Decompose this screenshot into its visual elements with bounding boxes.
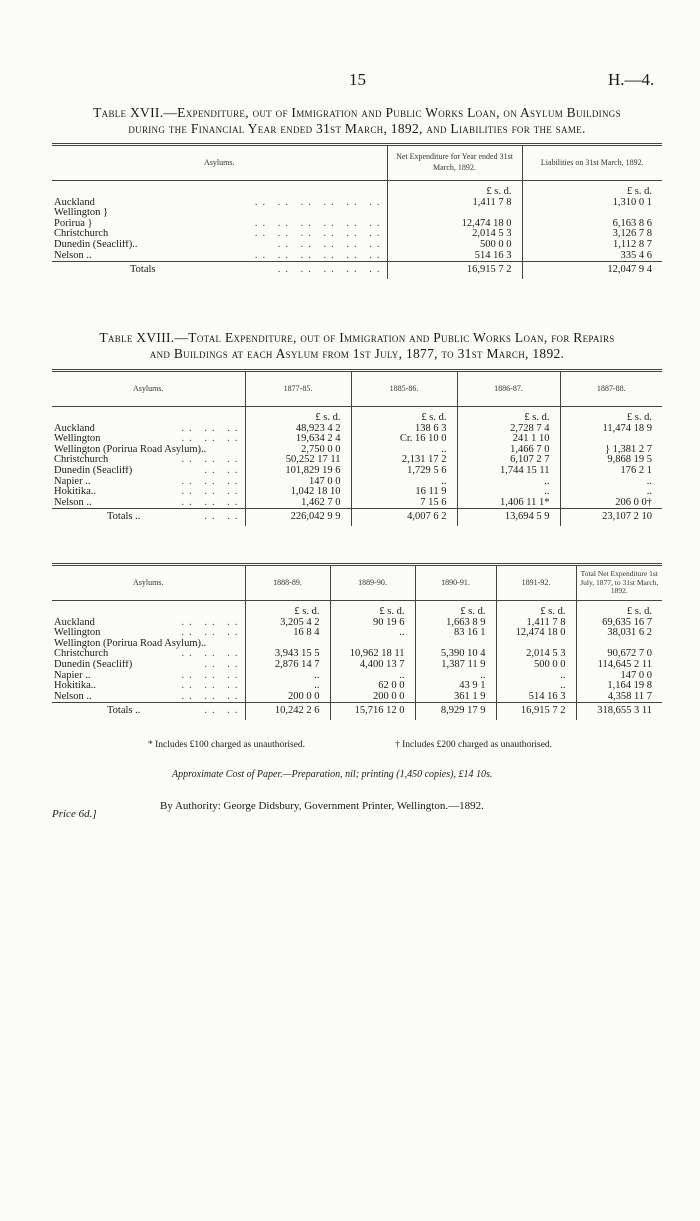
cell: 11,474 18 9 [560,424,662,435]
unit-label: £ s. d. [457,407,560,424]
table-row [52,455,662,466]
leader-dots: .. .. .. [181,423,243,434]
table-row [52,434,662,445]
leader-dots: .. .. .. .. .. [277,239,385,250]
leader-dots: .. .. .. [181,455,243,466]
leader-dots: .. .. .. [181,649,243,660]
table18-part1 [52,369,662,526]
cell: 19,634 2 4 [245,434,351,445]
cell: 2,876 14 7 [245,660,330,671]
unit-label: £ s. d. [245,601,330,618]
leader-dots: .. .. .. .. .. .. [254,250,385,261]
cell: 4,007 6 2 [351,509,457,526]
cell: 4,358 11 7 [576,692,662,703]
cell: 48,923 4 2 [245,424,351,435]
leader-dots: .. .. .. [181,434,243,445]
cell [522,208,662,219]
row-label: Dunedin (Seacliff).. [54,239,138,250]
leader-dots: .. .. .. .. .. [277,264,385,276]
row-label: Auckland [54,617,95,628]
table18-header: 1891-92. [496,565,576,601]
cell: 2,728 7 4 [457,424,560,435]
leader-dots: .. .. .. [181,670,243,681]
cell: 206 0 0† [560,498,662,509]
cell: 12,047 9 4 [522,262,662,279]
cell: 16,915 7 2 [496,703,576,720]
footnote-star: * Includes £100 charged as unauthorised. [148,740,306,750]
cell: 114,645 2 11 [576,660,662,671]
table18-caption-line-2: and Buildings at each Asylum from 1st July, 1877, to 31st March, 1892. [149,346,565,361]
cell: 90,672 7 0 [576,649,662,660]
row-label: Nelson .. [54,497,92,508]
cell: .. [330,628,415,639]
table18-header: 1886-87. [457,371,560,407]
cell: 361 1 9 [415,692,496,703]
row-label: Wellington (Porirua Road Asylum).. [54,444,207,455]
cell: } 1,381 2 7 [560,445,662,456]
cell: 3,126 7 8 [522,229,662,240]
cell: 12,474 18 0 [387,219,522,230]
totals-row [52,262,662,279]
cell: 2,014 5 3 [496,649,576,660]
totals-row [52,703,662,720]
table-row [52,445,662,456]
cost-note: Approximate Cost of Paper.—Preparation, nil; printing (1,450 copies), £14 10s. [172,769,493,780]
table-row [52,681,662,692]
table18-part2 [52,563,662,720]
table17-caption-line-2: during the Financial Year ended 31st March, 1892, and Liabilities for the same. [128,121,586,136]
table17-caption [52,105,662,137]
cell: 500 0 0 [496,660,576,671]
cell: 1,663 8 9 [415,618,496,629]
cell: 10,242 2 6 [245,703,330,720]
table18-header-total: Total Net Expenditure 1st July, 1877, to 31st March, 1892. [576,565,662,601]
cell: 16 11 9 [351,487,457,498]
cell [560,434,662,445]
cell: .. [496,681,576,692]
row-label: Napier .. [54,670,91,681]
row-label: Wellington [54,434,101,445]
cell: 50,252 17 11 [245,455,351,466]
unit-label: £ s. d. [576,601,662,618]
leader-dots: .. .. [204,511,243,523]
leader-dots: .. .. .. [181,628,243,639]
table18-caption-line-1: Table XVIII.—Total Expenditure, out of Immigration and Public Works Loan, for Repairs [99,330,615,345]
cell: 226,042 9 9 [245,509,351,526]
cell [496,639,576,650]
table-row [52,251,662,262]
cell: 1,462 7 0 [245,498,351,509]
table17 [52,143,662,279]
table-row [52,240,662,251]
unit-label: £ s. d. [245,407,351,424]
cell [387,208,522,219]
cell: 318,655 3 11 [576,703,662,720]
row-label: Porirua } [54,218,93,229]
cell: .. [351,445,457,456]
cell: 1,411 7 8 [387,198,522,209]
cell: 1,466 7 0 [457,445,560,456]
table18-header: 1885-86. [351,371,457,407]
document-reference: H.—4. [608,70,655,89]
leader-dots: .. .. .. .. .. .. [254,197,385,208]
cell: 5,390 10 4 [415,649,496,660]
row-label: Auckland [54,197,95,208]
row-label: Hokitika.. [54,681,96,692]
table18-header: 1890-91. [415,565,496,601]
table-row [52,639,662,650]
cell: 9,868 19 5 [560,455,662,466]
cell: 1,112 8 7 [522,240,662,251]
cell: 16 8 4 [245,628,330,639]
unit-label: £ s. d. [351,407,457,424]
table-row [52,198,662,209]
cell: 2,014 5 3 [387,229,522,240]
cell: 13,694 5 9 [457,509,560,526]
table17-caption-line-1: Table XVII.—Expenditure, out of Immigration and Public Works Loan, on Asylum Buildings [93,105,621,120]
cell: 12,474 18 0 [496,628,576,639]
cell: 69,635 16 7 [576,618,662,629]
cell: 2,131 17 2 [351,455,457,466]
table-row [52,628,662,639]
leader-dots: .. .. .. [181,476,243,487]
leader-dots: .. .. .. [181,681,243,692]
totals-label: Totals .. [107,705,141,717]
cell: .. [245,681,330,692]
cell: 38,031 6 2 [576,628,662,639]
table17-header-liabilities: Liabilities on 31st March, 1892. [522,145,662,181]
cell: 2,750 0 0 [245,445,351,456]
cell: 90 19 6 [330,618,415,629]
unit-label: £ s. d. [415,601,496,618]
leader-dots: .. .. .. [181,487,243,498]
cell: 16,915 7 2 [387,262,522,279]
cell [576,639,662,650]
cell: 6,107 2 7 [457,455,560,466]
cell: .. [330,671,415,682]
cell: Cr. 16 10 0 [351,434,457,445]
cell: 83 16 1 [415,628,496,639]
table-row [52,671,662,682]
cell: 1,411 7 8 [496,618,576,629]
table-row [52,498,662,509]
cell: 147 0 0 [245,477,351,488]
cell: 8,929 17 9 [415,703,496,720]
cell [330,639,415,650]
cell: .. [496,671,576,682]
unit-label: £ s. d. [560,407,662,424]
cell: .. [560,477,662,488]
cell: 200 0 0 [330,692,415,703]
leader-dots: .. .. [204,659,243,670]
cell: .. [457,487,560,498]
cell: 1,310 0 1 [522,198,662,209]
row-label: Christchurch [54,649,109,660]
table-row [52,649,662,660]
table18-caption [52,330,662,362]
row-label: Napier .. [54,476,91,487]
cell: 176 2 1 [560,466,662,477]
table-row [52,660,662,671]
leader-dots: .. .. [204,465,243,476]
table-row [52,219,662,230]
imprint: By Authority: George Didsbury, Government Printer, Wellington.—1892. [160,800,484,812]
cell: 1,729 5 6 [351,466,457,477]
leader-dots: .. .. .. [181,617,243,628]
cell: 335 4 6 [522,251,662,262]
row-label: Wellington } [54,208,109,219]
cell: 10,962 18 11 [330,649,415,660]
unit-label: £ s. d. [496,601,576,618]
cell: 1,406 11 1* [457,498,560,509]
leader-dots: .. .. .. .. .. .. [254,229,385,240]
table17-header-asylums: Asylums. [52,145,387,181]
row-label: Nelson .. [54,250,92,261]
cell: 3,205 4 2 [245,618,330,629]
cell: 6,163 8 6 [522,219,662,230]
cell: 101,829 19 6 [245,466,351,477]
cell: 1,042 18 10 [245,487,351,498]
row-label: Dunedin (Seacliff) [54,659,133,670]
footnote-dagger: † Includes £200 charged as unauthorised. [395,740,553,750]
table18-header: 1887-88. [560,371,662,407]
table17-unit: £ s. d. [522,181,662,198]
cell: 62 0 0 [330,681,415,692]
leader-dots: .. .. .. [181,691,243,702]
cell: 500 0 0 [387,240,522,251]
table-row [52,692,662,703]
row-label: Christchurch [54,229,109,240]
cell: 15,716 12 0 [330,703,415,720]
cell: 147 0 0 [576,671,662,682]
row-label: Christchurch [54,455,109,466]
cell: 7 15 6 [351,498,457,509]
cell [245,639,330,650]
row-label: Wellington [54,628,101,639]
cell: 514 16 3 [496,692,576,703]
table18-header: 1877-85. [245,371,351,407]
table-row [52,424,662,435]
cell: .. [457,477,560,488]
table17-unit: £ s. d. [387,181,522,198]
table18-header: 1889-90. [330,565,415,601]
cell: 514 16 3 [387,251,522,262]
page-number: 15 [349,70,366,89]
cell: 4,400 13 7 [330,660,415,671]
table-row [52,208,662,219]
row-label: Dunedin (Seacliff) [54,465,133,476]
totals-label: Totals [130,264,156,276]
leader-dots: .. .. .. .. .. .. [254,218,385,229]
row-label: Wellington (Porirua Road Asylum).. [54,638,207,649]
cell: 3,943 15 5 [245,649,330,660]
row-label: Auckland [54,423,95,434]
cell: 200 0 0 [245,692,330,703]
table17-header-expenditure: Net Expenditure for Year ended 31st March, 1892. [387,145,522,181]
cell: .. [415,671,496,682]
cell: .. [351,477,457,488]
leader-dots: .. .. [204,705,243,717]
unit-label: £ s. d. [330,601,415,618]
table18-header: Asylums. [52,565,245,601]
leader-dots: .. .. .. [181,497,243,508]
cell: 1,164 19 8 [576,681,662,692]
table-row [52,229,662,240]
row-label: Nelson .. [54,691,92,702]
table-row [52,477,662,488]
table-row [52,466,662,477]
table18-header: 1888-89. [245,565,330,601]
cell: 1,387 11 9 [415,660,496,671]
table18-header: Asylums. [52,371,245,407]
cell [415,639,496,650]
cell: 1,744 15 11 [457,466,560,477]
cell: 23,107 2 10 [560,509,662,526]
cell: 241 1 10 [457,434,560,445]
cell: .. [245,671,330,682]
totals-label: Totals .. [107,511,141,523]
table-row [52,487,662,498]
cell: 138 6 3 [351,424,457,435]
row-label: Hokitika.. [54,487,96,498]
cell: 43 9 1 [415,681,496,692]
table-row [52,618,662,629]
totals-row [52,509,662,526]
price: Price 6d.] [52,808,97,820]
cell: .. [560,487,662,498]
